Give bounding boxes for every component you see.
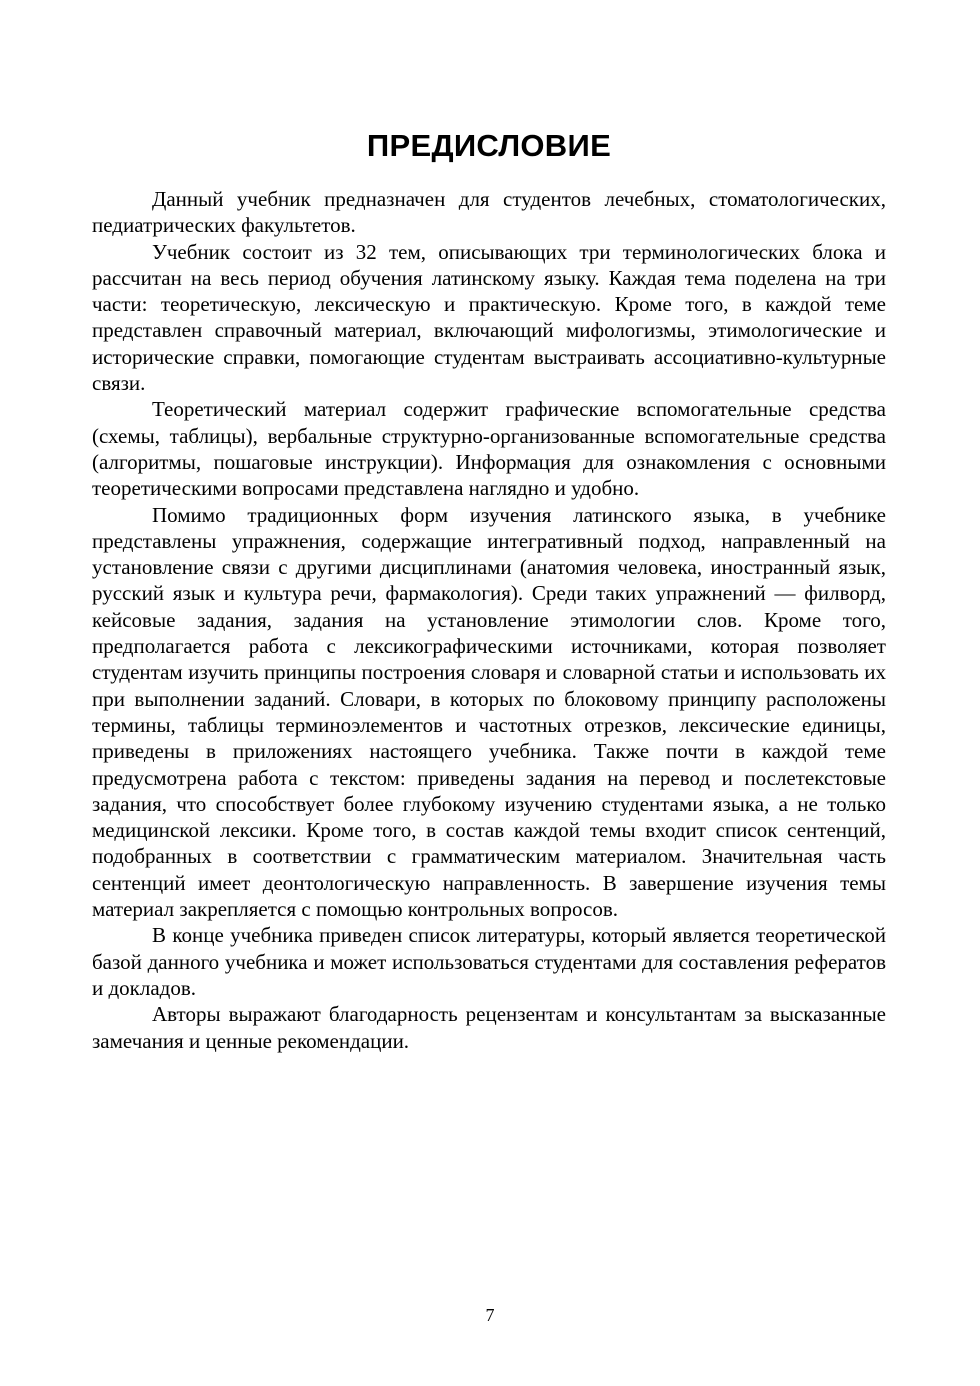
paragraph-2: Учебник состоит из 32 тем, описывающих три терминологических блока и рассчитан на весь период обучения латинскому языку. Каждая тема поделена на три части: теоретическую, лексическую и практическую. Кроме того, в каждой теме представлен справочный материал, включающий мифологизмы, этимологические и исторические справки, помогающие студентам выстраивать ассоциативно-культурные связи. [92,239,886,396]
paragraph-6: Авторы выражают благодарность рецензентам и консультантам за высказанные замечания и ценные рекомендации. [92,1002,886,1053]
page-title: ПРЕДИСЛОВИЕ [366,128,612,163]
page-number: 7 [485,1305,495,1325]
paragraph-4: Помимо традиционных форм изучения латинского языка, в учебнике представлены упражнения, содержащие интегративный подход, направленный на установление связи с другими дисциплинами (анатомия человека, иностранный язык, русский язык и культура речи, фармакология). Среди таких упражнений — филворд, кейсовые задания, задания на установление этимологии слов. Кроме того, предполагается работа с лексикографическими источниками, которая позволяет студентам изучить принципы построения словаря и словарной статьи и использовать их при выполнении заданий. Словари, в которых по блоковому принципу расположены термины, таблицы терминоэлементов и частотных отрезков, лексические единицы, приведены в приложениях настоящего учебника. Также почти в каждой теме предусмотрена работа с текстом: приведены задания на перевод и послетекстовые задания, что способствует более глубокому изучению студентами языка, а не только медицинской лексики. Кроме того, в состав каждой темы входит список сентенций, подобранных в соответствии с грамматическим материалом. Значительная часть сентенций имеет деонтологическую направленность. В завершение изучения темы материал закрепляется с помощью контрольных вопросов. [92,502,886,922]
paragraph-1: Данный учебник предназначен для студентов лечебных, стоматологических, педиатрических факультетов. [92,187,886,238]
document-page [92,128,886,1054]
paragraph-3: Теоретический материал содержит графические вспомогательные средства (схемы, таблицы), вербальные структурно-организованные вспомогательные средства (алгоритмы, пошаговые инструкции). Информация для ознакомления с основными теоретическими вопросами представлена наглядно и удобно. [92,397,886,501]
paragraph-5: В конце учебника приведен список литературы, который является теоретической базой данного учебника и может использоваться студентами для составления рефератов и докладов. [92,923,886,1000]
